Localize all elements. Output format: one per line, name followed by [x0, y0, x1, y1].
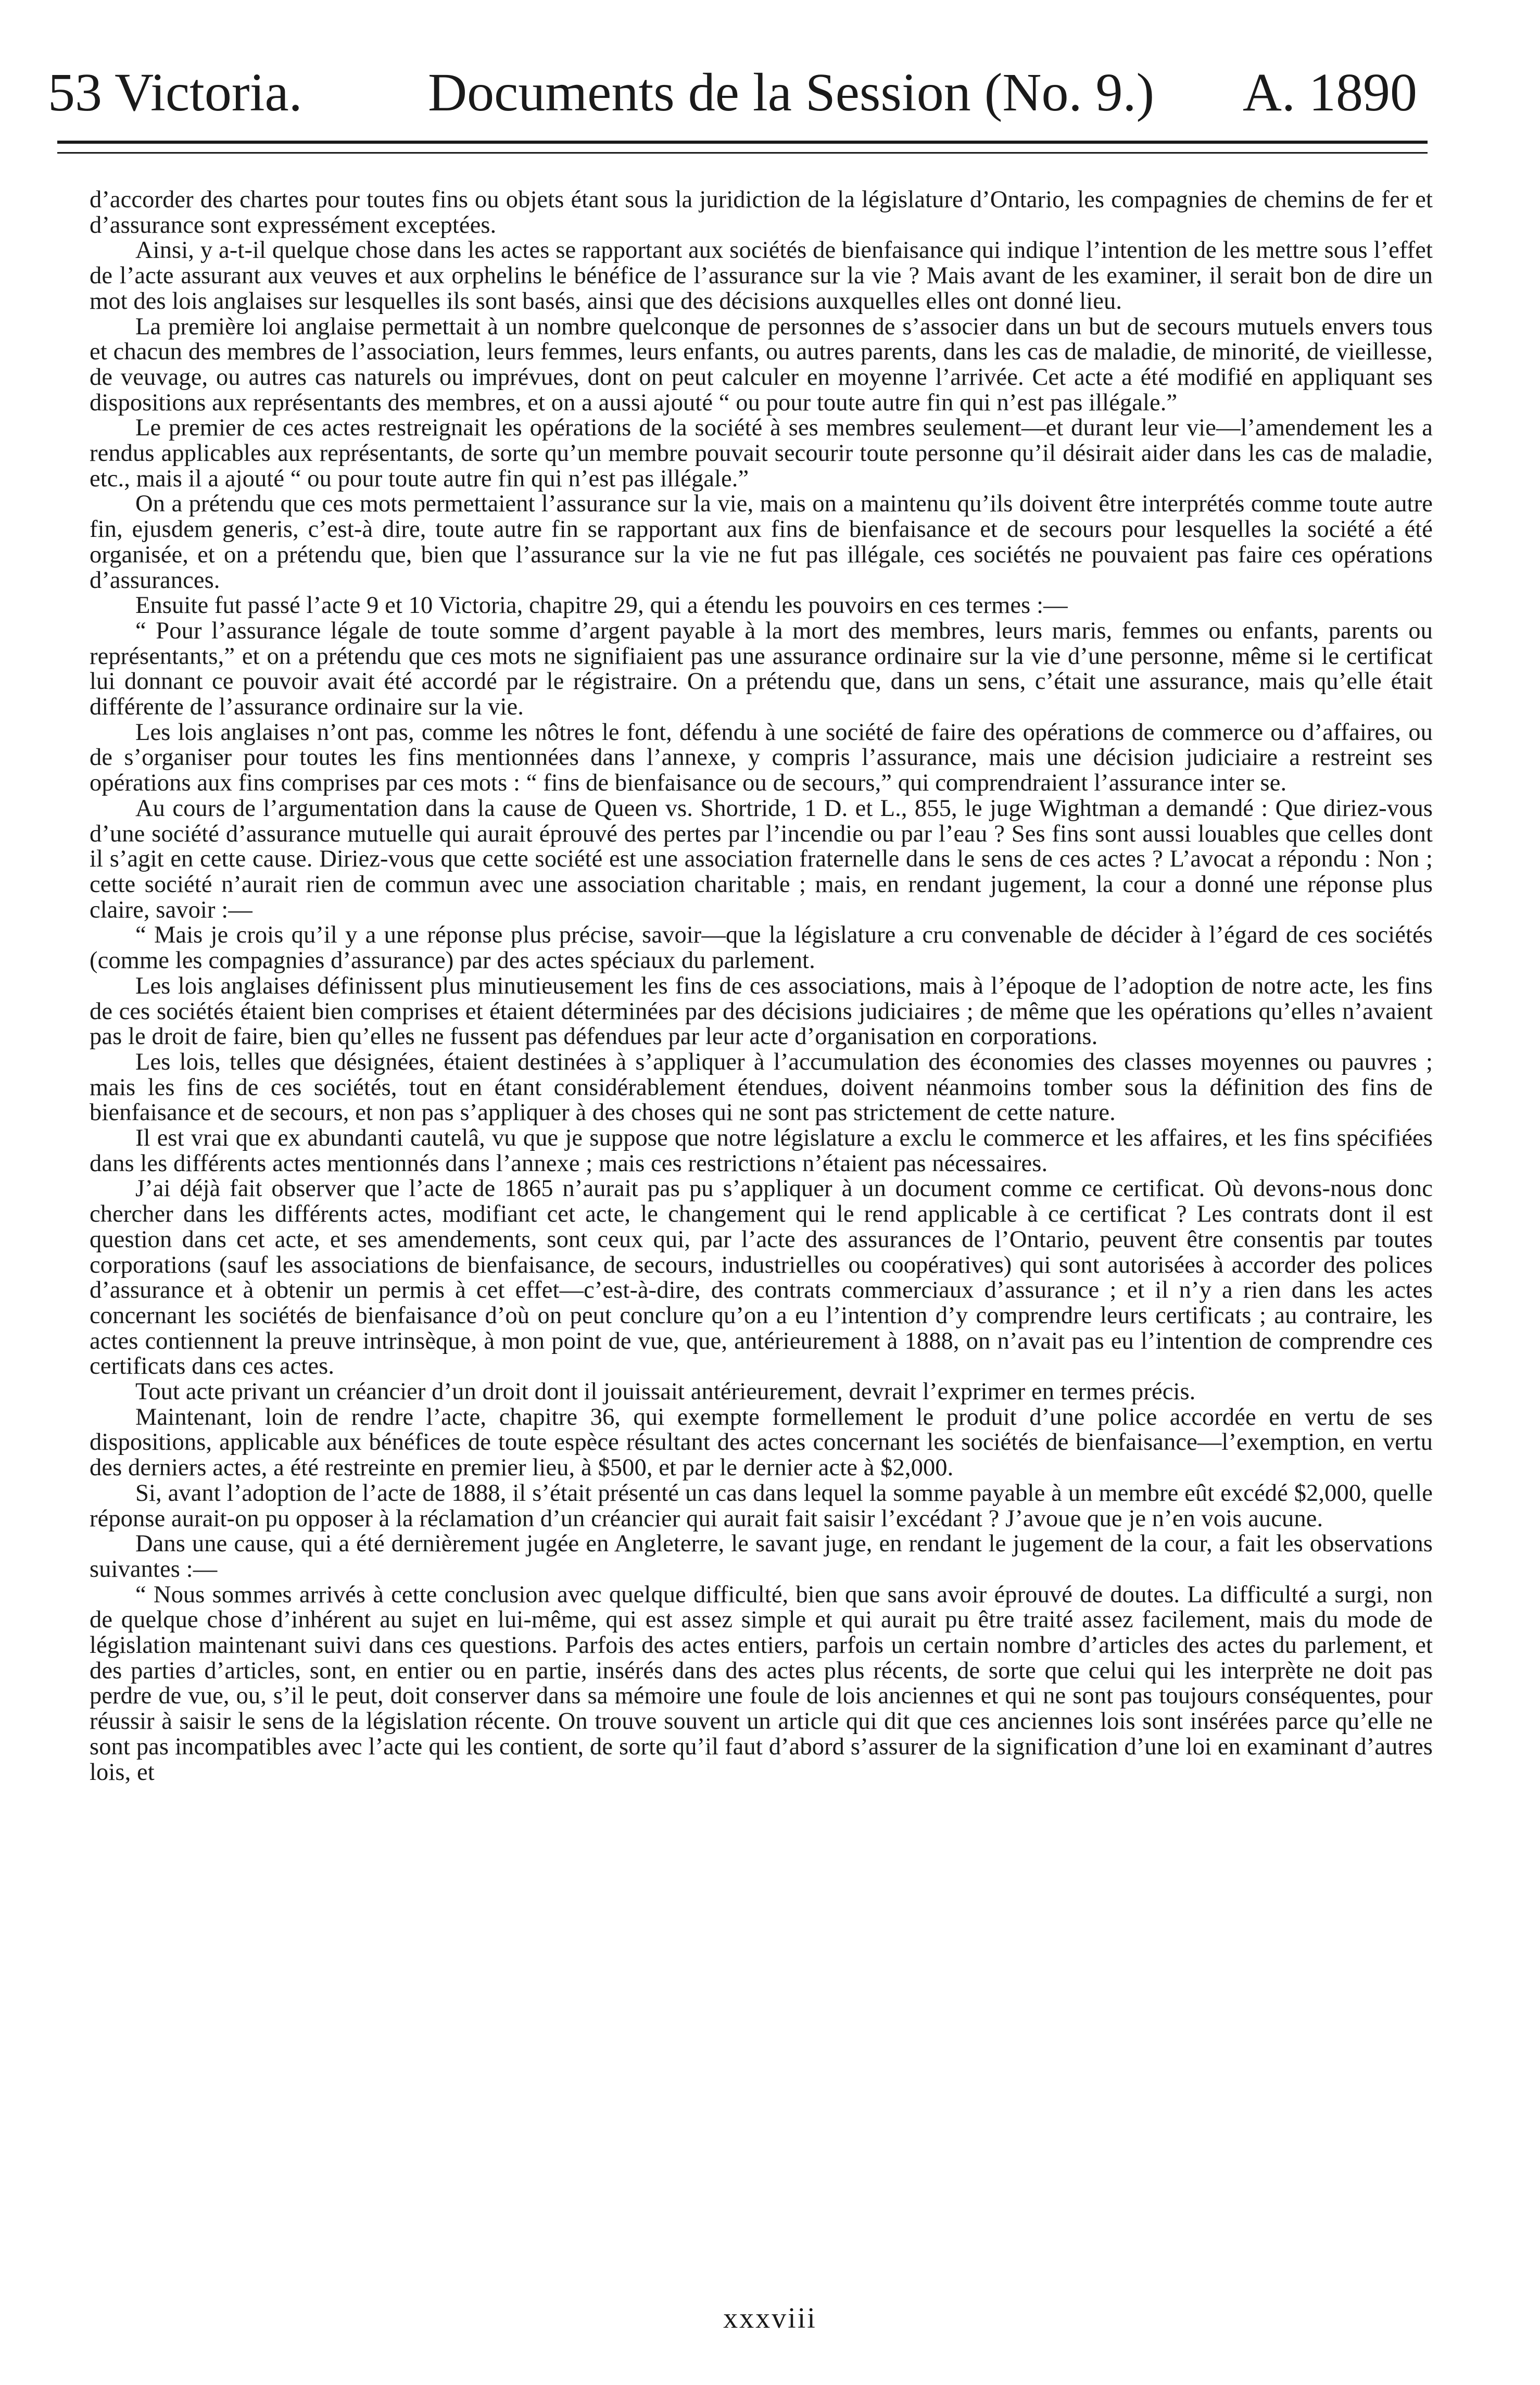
header-year: A. 1890	[1242, 62, 1417, 122]
paragraph: Au cours de l’argumentation dans la cause de Queen vs. Shortride, 1 D. et L., 855, le juge Wightman a demandé : Que diriez-vous d’une société d’assurance mutuelle qui aurait éprouvé des pertes par l’incendie ou par l’eau ? Ses fins sont aussi louables que celles dont il s’agit en cette cause. Diriez-vous que cette société est une association fraternelle dans le sens de ces actes ? L’avocat a répondu : Non ; cette société n’aurait rien de commun avec une association charitable ; mais, en rendant jugement, la cour a donné une réponse plus claire, savoir :—	[90, 795, 1433, 923]
paragraph: La première loi anglaise permettait à un nombre quelconque de personnes de s’associer dans un but de secours mutuels envers tous et chacun des membres de l’association, leurs femmes, leurs enfants, ou autres parents, dans les cas de maladie, de minorité, de vieillesse, de veuvage, ou autres cas naturels ou imprévues, dont on peut calculer en moyenne l’arrivée. Cet acte a été modifié en appliquant ses dispositions aux représentants des membres, et on a aussi ajouté “ ou pour toute autre fin qui n’est pas illégale.”	[90, 313, 1433, 416]
paragraph: Les lois anglaises n’ont pas, comme les nôtres le font, défendu à une société de faire des opérations de commerce ou d’affaires, ou de s’organiser pour toutes les fins mentionnées dans l’annexe, y compris l’assurance, mais une décision judiciaire a restreint ses opérations aux fins comprises par ces mots : “ fins de bienfaisance ou de secours,” qui comprendraient l’assurance inter se.	[90, 719, 1433, 797]
paragraph: Si, avant l’adoption de l’acte de 1888, il s’était présenté un cas dans lequel la somme payable à un membre eût excédé $2,000, quelle réponse aurait-on pu opposer à la réclamation d’un créancier qui aurait fait saisir l’excédant ? J’avoue que je n’en vois aucune.	[90, 1479, 1433, 1532]
page-header	[43, 21, 1417, 125]
header-rule-thick	[57, 141, 1428, 144]
page-number: xxxviii	[723, 2302, 817, 2334]
paragraph: d’accorder des chartes pour toutes fins ou objets étant sous la juridiction de la législature d’Ontario, les compagnies de chemins de fer et d’assurance sont expressément exceptées.	[90, 187, 1433, 238]
header-rule-thin	[57, 152, 1428, 154]
paragraph: J’ai déjà fait observer que l’acte de 1865 n’aurait pas pu s’appliquer à un document comme ce certificat. Où devons-nous donc chercher dans les différents actes, modifiant cet acte, le changement qui le rend applicable à ce certificat ? Les contrats dont il est question dans cet acte, et ses amendements, sont ceux qui, par l’acte des assurances de l’Ontario, peuvent être consentis par toutes corporations (sauf les associations de bienfaisance, de secours, industrielles ou coopératives) qui sont autorisées à accorder des polices d’assurance et à obtenir un permis à cet effet—c’est-à-dire, des contrats commerciaux d’assurance ; et il n’y a rien dans les actes concernant les sociétés de bienfaisance d’où on peut conclure qu’on a eu l’intention d’y comprendre leurs certificats ; au contraire, les actes contiennent la preuve intrinsèque, à mon point de vue, que, antérieurement à 1888, on n’avait pas eu l’intention de comprendre ces certificats dans ces actes.	[90, 1175, 1433, 1380]
paragraph: Ainsi, y a-t-il quelque chose dans les actes se rapportant aux sociétés de bienfaisance qui indique l’intention de les mettre sous l’effet de l’acte assurant aux veuves et aux orphelins le bénéfice de l’assurance sur la vie ? Mais avant de les examiner, il serait bon de dire un mot des lois anglaises sur lesquelles ils sont basés, ainsi que des décisions auxquelles elles ont donné lieu.	[90, 237, 1433, 315]
paragraph: Tout acte privant un créancier d’un droit dont il jouissait antérieurement, devrait l’exprimer en termes précis.	[135, 1378, 1196, 1405]
paragraph: Maintenant, loin de rendre l’acte, chapitre 36, qui exempte formellement le produit d’une police accordée en vertu de ses dispositions, applicable aux bénéfices de toute espèce résultant des actes concernant les sociétés de bienfaisance—l’exemption, en vertu des derniers actes, a été restreinte en premier lieu, à $500, et par le dernier acte à $2,000.	[90, 1403, 1433, 1482]
paragraph: Dans une cause, qui a été dernièrement jugée en Angleterre, le savant juge, en rendant le jugement de la cour, a fait les observations suivantes :—	[90, 1530, 1433, 1583]
paragraph: Il est vrai que ex abundanti cautelâ, vu que je suppose que notre législature a exclu le commerce et les affaires, et les fins spécifiées dans les différents actes mentionnés dans l’annexe ; mais ces restrictions n’étaient pas nécessaires.	[90, 1125, 1433, 1177]
paragraph: On a prétendu que ces mots permettaient l’assurance sur la vie, mais on a maintenu qu’ils doivent être interprétés comme toute autre fin, ejusdem generis, c’est-à dire, toute autre fin se rapportant aux fins de bienfaisance et de secours pour lesquelles la société a été organisée, et on a prétendu que, bien que l’assurance sur la vie ne fut pas illégale, ces sociétés ne pouvaient pas faire ces opérations d’assurances.	[90, 491, 1433, 594]
header-document-title: Documents de la Session (No. 9.)	[428, 62, 1155, 122]
paragraph: Les lois anglaises définissent plus minutieusement les fins de ces associations, mais à l’époque de l’adoption de notre acte, les fins de ces sociétés étaient bien comprises et étaient déterminées par des décisions judiciaires ; de même que les opérations qu’elles n’avaient pas le droit de faire, bien qu’elles ne fussent pas défendues par leur acte d’organisation en corporations.	[90, 972, 1433, 1050]
paragraph: Ensuite fut passé l’acte 9 et 10 Victoria, chapitre 29, qui a étendu les pouvoirs en ces termes :—	[135, 592, 1068, 619]
paragraph: “ Pour l’assurance légale de toute somme d’argent payable à la mort des membres, leurs maris, femmes ou enfants, parents ou représentants,” et on a prétendu que ces mots ne signifiaient pas une assurance ordinaire sur la vie d’une personne, même si le certificat lui donnant ce pouvoir avait été accordé par le régistraire. On a prétendu que, dans un sens, c’était une assurance, mais qu’elle était différente de l’assurance ordinaire sur la vie.	[90, 617, 1433, 721]
body-text	[90, 187, 1433, 2291]
paragraph: “ Mais je crois qu’il y a une réponse plus précise, savoir—que la législature a cru convenable de décider à l’égard de ces sociétés (comme les compagnies d’assurance) par des actes spéciaux du parlement.	[90, 922, 1433, 974]
paragraph: “ Nous sommes arrivés à cette conclusion avec quelque difficulté, bien que sans avoir éprouvé de doutes. La difficulté a surgi, non de quelque chose d’inhérent au sujet en lui-même, qui est assez simple et qui aurait pu être traité assez facilement, mais du mode de législation maintenant suivi dans ces questions. Parfois des actes entiers, parfois un certain nombre d’articles des actes du parlement, et des parties d’articles, sont, en entier ou en partie, insérés dans des actes plus récents, de sorte que celui qui les interprète ne doit pas perdre de vue, ou, s’il le peut, doit conserver dans sa mémoire une foule de lois anciennes et qui ne sont pas toujours conséquentes, pour réussir à saisir le sens de la législation récente. On trouve souvent un article qui dit que ces anciennes lois sont insérées parce qu’elle ne sont pas incompatibles avec l’acte qui les contient, de sorte qu’il faut d’abord s’assurer de la signification d’une loi en examinant d’autres lois, et	[90, 1581, 1433, 1786]
paragraph: Le premier de ces actes restreignait les opérations de la société à ses membres seulement—et durant leur vie—l’amendement les a rendus applicables aux représentants, de sorte qu’un membre pouvait secourir toute personne qu’il désirait aider dans les cas de maladie, etc., mais il a ajouté “ ou pour toute autre fin qui n’est pas illégale.”	[90, 415, 1433, 492]
paragraph: Les lois, telles que désignées, étaient destinées à s’appliquer à l’accumulation des économies des classes moyennes ou pauvres ; mais les fins de ces sociétés, tout en étant considérablement étendues, doivent néanmoins tomber sous la définition des fins de bienfaisance et de secours, et non pas s’appliquer à des choses qui ne sont pas strictement de cette nature.	[90, 1048, 1433, 1126]
header-session-year: 53 Victoria.	[48, 62, 302, 122]
